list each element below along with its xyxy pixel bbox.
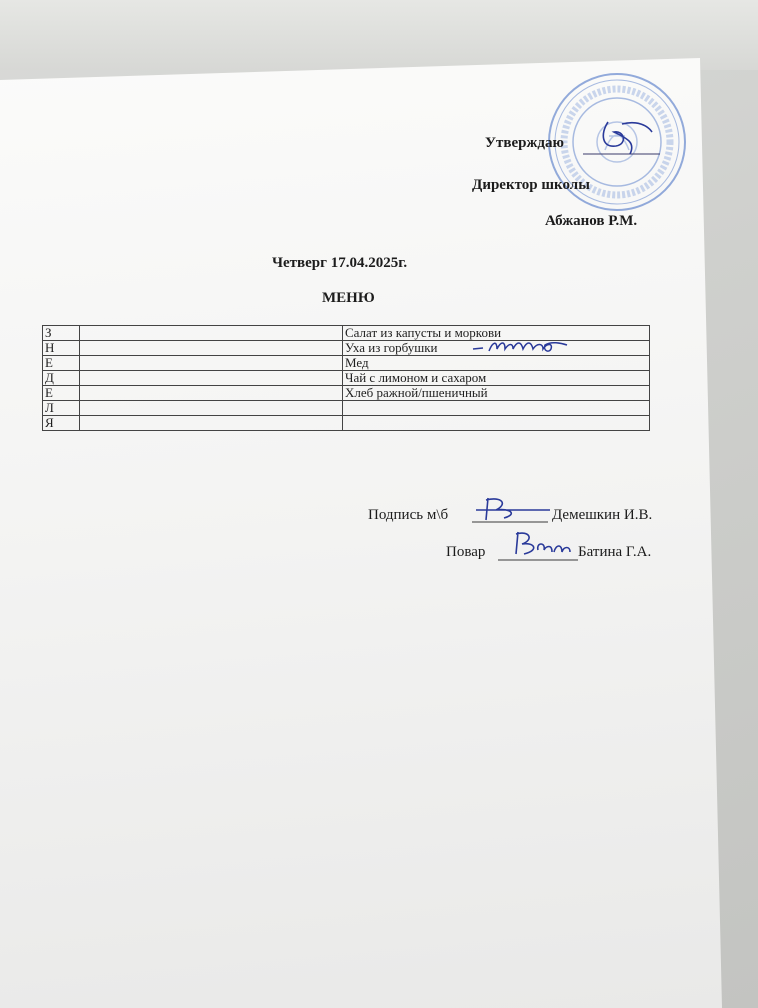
dish-name: Уха из горбушки	[345, 340, 438, 355]
table-row	[43, 371, 650, 386]
day-letter: Я	[43, 416, 80, 431]
day-letter: Е	[43, 386, 80, 401]
mb-signature-label: Подпись м\б	[368, 507, 449, 523]
director-signature	[578, 112, 668, 162]
mb-signature-name: Демешкин И.В.	[552, 507, 653, 523]
day-letter: Л	[43, 401, 80, 416]
date-line: Четверг 17.04.2025г.	[272, 255, 408, 271]
mb-signature	[468, 494, 554, 528]
director-position: Директор школы	[472, 177, 590, 193]
table-row	[43, 386, 650, 401]
day-letter: Е	[43, 356, 80, 371]
day-letter: Д	[43, 371, 80, 386]
cook-signature	[496, 528, 584, 566]
table-row	[43, 416, 650, 431]
dish-name: Чай с лимоном и сахаром	[343, 371, 650, 386]
handwritten-annotation	[471, 335, 571, 357]
empty-cell	[80, 326, 343, 341]
empty-cell	[80, 386, 343, 401]
dish-name	[343, 416, 650, 431]
table-row	[43, 401, 650, 416]
empty-cell	[80, 356, 343, 371]
dish-name: Салат из капусты и моркови	[343, 326, 650, 341]
empty-cell	[80, 371, 343, 386]
day-letter: З	[43, 326, 80, 341]
empty-cell	[80, 401, 343, 416]
day-letter: Н	[43, 341, 80, 356]
empty-cell	[80, 341, 343, 356]
dish-name: Хлеб ражной/пшеничный	[343, 386, 650, 401]
director-name: Абжанов Р.М.	[545, 213, 638, 229]
dish-name	[343, 401, 650, 416]
dish-cell	[343, 341, 650, 356]
cook-signature-label: Повар	[446, 544, 486, 560]
table-row	[43, 341, 650, 356]
table-row	[43, 356, 650, 371]
empty-cell	[80, 416, 343, 431]
approve-label: Утверждаю	[485, 135, 564, 151]
menu-table	[42, 325, 650, 431]
background-surface	[0, 0, 758, 70]
dish-name: Мед	[343, 356, 650, 371]
menu-title: МЕНЮ	[322, 290, 375, 306]
cook-signature-name: Батина Г.А.	[578, 544, 652, 560]
